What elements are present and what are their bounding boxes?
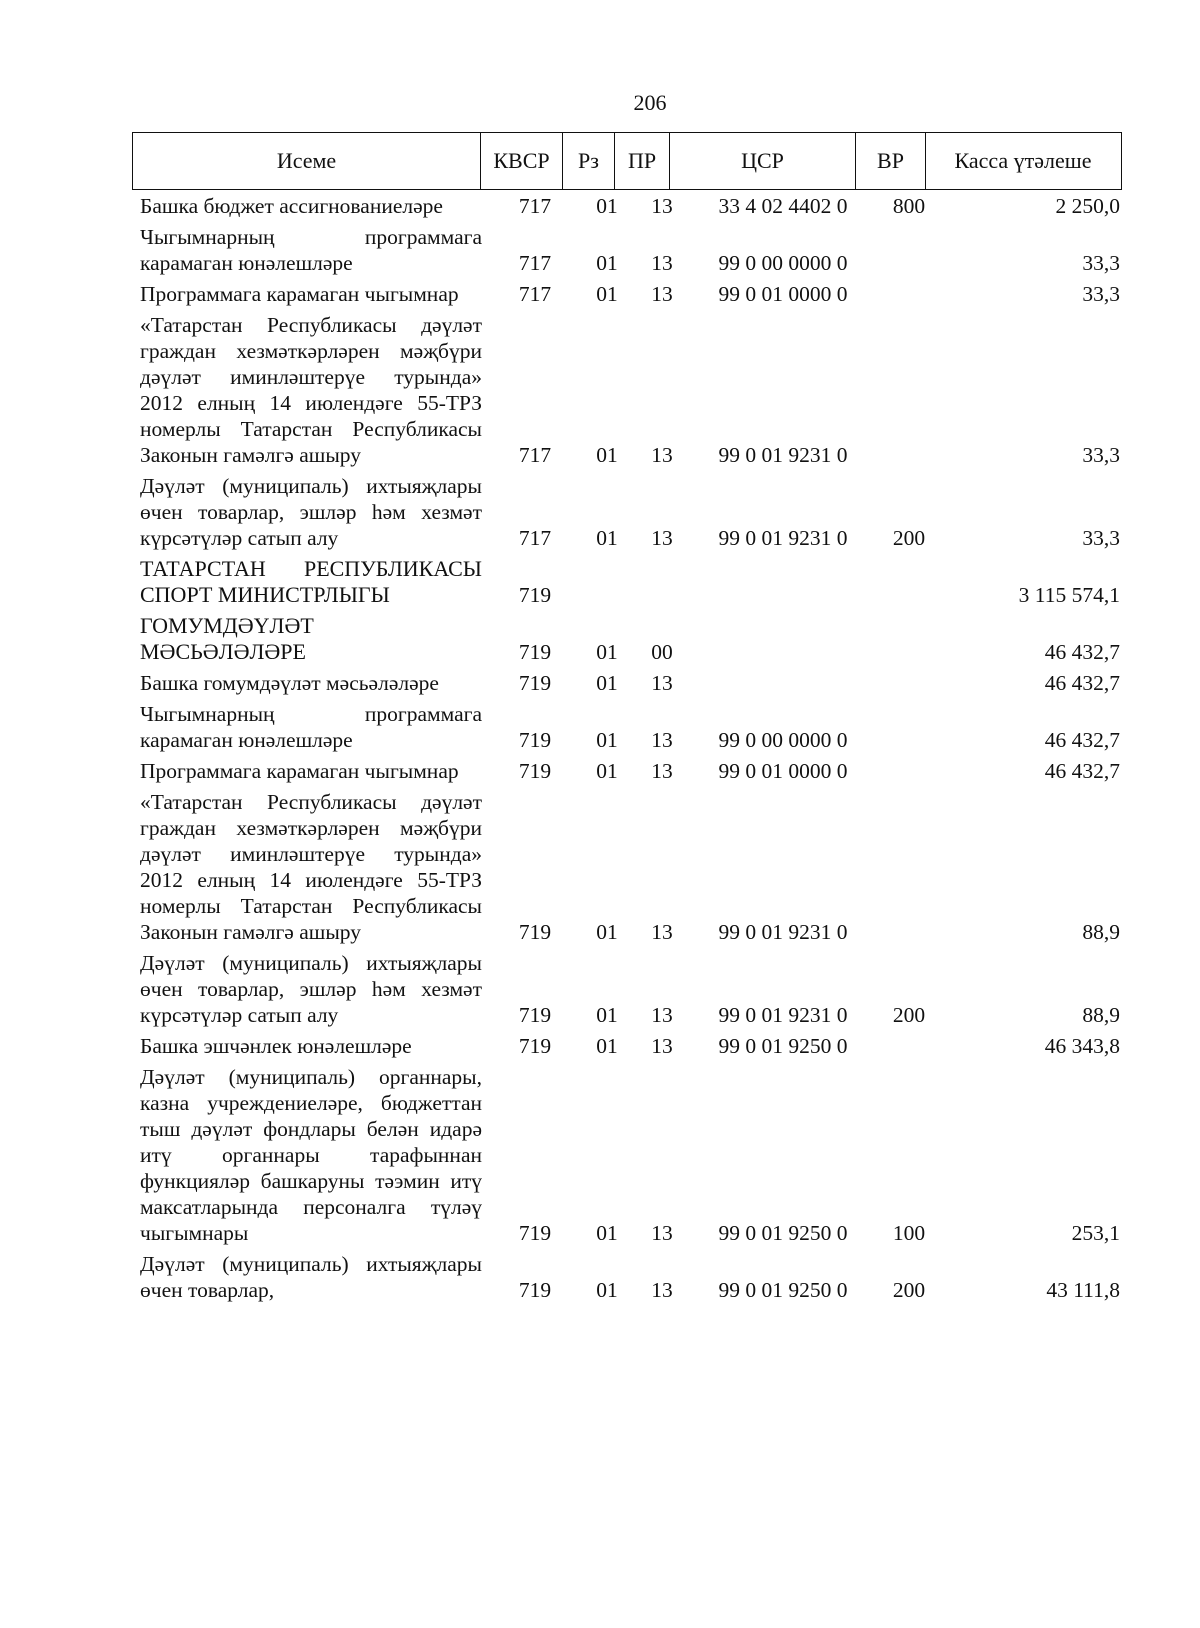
cell-sum: 33,3	[1082, 526, 1120, 550]
cell-vr: 800	[892, 194, 926, 218]
cell-pr: 13	[651, 443, 673, 467]
cell-kvsr: 719	[518, 759, 552, 783]
cell-csr: 99 0 01 9231 0	[718, 443, 848, 467]
cell-csr: 99 0 01 9250 0	[718, 1221, 848, 1245]
cell-pr: 00	[651, 640, 673, 664]
cell-pr: 13	[651, 728, 673, 752]
table-row	[140, 1250, 1120, 1307]
cell-sum: 253,1	[1071, 1221, 1120, 1245]
cell-rz: 01	[596, 640, 618, 664]
row-name: Чыгымнарның программага карамаган юнәлешләре	[140, 702, 482, 752]
table-row	[140, 555, 1120, 612]
cell-kvsr: 719	[518, 728, 552, 752]
cell-rz: 01	[596, 1034, 618, 1058]
cell-rz: 01	[596, 728, 618, 752]
header-rz: Рз	[563, 133, 615, 189]
cell-kvsr: 719	[518, 1003, 552, 1027]
header-kvsr: КВСР	[481, 133, 563, 189]
cell-pr: 13	[651, 1003, 673, 1027]
cell-csr: 99 0 01 0000 0	[718, 282, 848, 306]
cell-vr: 200	[892, 526, 926, 550]
cell-kvsr: 717	[518, 282, 552, 306]
cell-pr: 13	[651, 282, 673, 306]
cell-rz: 01	[596, 759, 618, 783]
cell-vr: 100	[892, 1221, 926, 1245]
cell-kvsr: 719	[518, 640, 552, 664]
cell-rz: 01	[596, 251, 618, 275]
cell-sum: 33,3	[1082, 282, 1120, 306]
cell-rz: 01	[596, 443, 618, 467]
table-row	[140, 192, 1120, 223]
table-row	[140, 949, 1120, 1032]
cell-sum: 33,3	[1082, 251, 1120, 275]
cell-sum: 46 343,8	[1044, 1034, 1120, 1058]
header-name: Исеме	[133, 133, 481, 189]
cell-kvsr: 719	[518, 1278, 552, 1302]
row-name: Башка эшчәнлек юнәлешләре	[140, 1034, 412, 1058]
cell-kvsr: 717	[518, 194, 552, 218]
cell-csr: 99 0 01 0000 0	[718, 759, 848, 783]
header-vr: ВР	[856, 133, 926, 189]
cell-sum: 88,9	[1082, 920, 1120, 944]
table-row	[140, 700, 1120, 757]
cell-kvsr: 719	[518, 671, 552, 695]
cell-csr: 99 0 00 0000 0	[718, 728, 848, 752]
table-row	[140, 1063, 1120, 1250]
table-row	[140, 311, 1120, 472]
cell-rz: 01	[596, 1278, 618, 1302]
cell-kvsr: 717	[518, 251, 552, 275]
table-body	[140, 192, 1120, 1307]
table-row	[140, 472, 1120, 555]
cell-sum: 3 115 574,1	[1018, 583, 1120, 607]
cell-csr: 99 0 01 9231 0	[718, 920, 848, 944]
table-row	[140, 788, 1120, 949]
table-row	[140, 223, 1120, 280]
cell-sum: 46 432,7	[1044, 640, 1120, 664]
cell-pr: 13	[651, 526, 673, 550]
cell-kvsr: 719	[518, 583, 552, 607]
row-name: ГОМУМДӘҮЛӘТ МӘСЬӘЛӘЛӘРЕ	[140, 613, 314, 664]
row-name: Программага карамаган чыгымнар	[140, 282, 459, 306]
table-header	[132, 132, 1122, 190]
cell-pr: 13	[651, 194, 673, 218]
cell-csr: 99 0 01 9231 0	[718, 526, 848, 550]
cell-kvsr: 719	[518, 1034, 552, 1058]
cell-rz: 01	[596, 282, 618, 306]
cell-pr: 13	[651, 1034, 673, 1058]
cell-kvsr: 717	[518, 443, 552, 467]
row-name: «Татарстан Республикасы дәүләт граждан хезмәткәрләрен мәҗбүри дәүләт иминләштерүе турында» 2012 елның 14 июлендәге 55-ТРЗ номерлы Татарстан Республикасы Законын гамәлгә ашыру	[140, 313, 482, 467]
cell-csr: 99 0 01 9250 0	[718, 1278, 848, 1302]
cell-rz: 01	[596, 1003, 618, 1027]
row-name: Чыгымнарның программага карамаган юнәлешләре	[140, 225, 482, 275]
table-row	[140, 280, 1120, 311]
cell-pr: 13	[651, 1278, 673, 1302]
cell-rz: 01	[596, 1221, 618, 1245]
cell-vr: 200	[892, 1003, 926, 1027]
row-name: Дәүләт (муниципаль) ихтыяҗлары өчен товарлар, эшләр һәм хезмәт күрсәтүләр сатып алу	[140, 951, 482, 1027]
row-name: Дәүләт (муниципаль) ихтыяҗлары өчен товарлар,	[140, 1252, 482, 1302]
table-row	[140, 669, 1120, 700]
row-name: ТАТАРСТАН РЕСПУБЛИКАСЫ СПОРТ МИНИСТРЛЫГЫ	[140, 556, 482, 607]
cell-csr: 99 0 01 9250 0	[718, 1034, 848, 1058]
cell-sum: 46 432,7	[1044, 728, 1120, 752]
header-csr: ЦСР	[670, 133, 856, 189]
cell-sum: 46 432,7	[1044, 671, 1120, 695]
row-name: Дәүләт (муниципаль) ихтыяҗлары өчен товарлар, эшләр һәм хезмәт күрсәтүләр сатып алу	[140, 474, 482, 550]
row-name: «Татарстан Республикасы дәүләт граждан хезмәткәрләрен мәҗбүри дәүләт иминләштерүе турында» 2012 елның 14 июлендәге 55-ТРЗ номерлы Татарстан Республикасы Законын гамәлгә ашыру	[140, 790, 482, 944]
row-name: Башка бюджет ассигнованиеләре	[140, 194, 443, 218]
cell-kvsr: 717	[518, 526, 552, 550]
row-name: Дәүләт (муниципаль) органнары, казна учреждениеләре, бюджеттан тыш дәүләт фондлары белән идарә итү органнары тарафыннан функцияләр башкаруны тәэмин итү максатларында персоналга түләү чыгымнары	[140, 1065, 482, 1245]
cell-csr: 99 0 01 9231 0	[718, 1003, 848, 1027]
header-sum: Касса үтәлеше	[954, 148, 1092, 173]
cell-csr: 99 0 00 0000 0	[718, 251, 848, 275]
cell-kvsr: 719	[518, 920, 552, 944]
cell-rz: 01	[596, 920, 618, 944]
cell-sum: 43 111,8	[1046, 1278, 1120, 1302]
cell-rz: 01	[596, 671, 618, 695]
cell-sum: 33,3	[1082, 443, 1120, 467]
cell-sum: 46 432,7	[1044, 759, 1120, 783]
cell-pr: 13	[651, 920, 673, 944]
cell-rz: 01	[596, 194, 618, 218]
cell-pr: 13	[651, 1221, 673, 1245]
cell-sum: 88,9	[1082, 1003, 1120, 1027]
cell-rz: 01	[596, 526, 618, 550]
row-name: Программага карамаган чыгымнар	[140, 759, 459, 783]
row-name: Башка гомумдәүләт мәсьәләләре	[140, 671, 439, 695]
table-row	[140, 612, 1120, 669]
cell-pr: 13	[651, 759, 673, 783]
page-number: 206	[633, 90, 667, 115]
cell-pr: 13	[651, 671, 673, 695]
table-row	[140, 1032, 1120, 1063]
cell-vr: 200	[892, 1278, 926, 1302]
cell-pr: 13	[651, 251, 673, 275]
cell-sum: 2 250,0	[1055, 194, 1120, 218]
header-pr: ПР	[615, 133, 670, 189]
cell-kvsr: 719	[518, 1221, 552, 1245]
cell-csr: 33 4 02 4402 0	[718, 194, 848, 218]
table-row	[140, 757, 1120, 788]
